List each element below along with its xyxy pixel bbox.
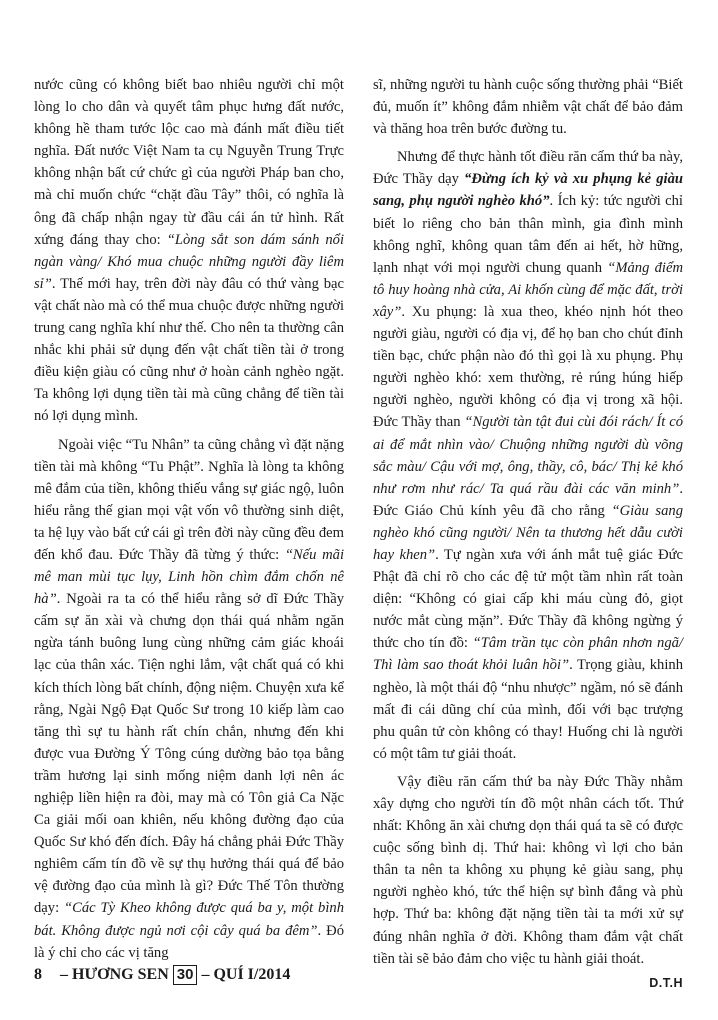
left-column (34, 74, 344, 964)
text-run: . Trọng giàu, khinh nghèo, là một thái độ “nhu nhược” ngầm, nó sẽ đánh mất đi cái dũng chí của mình, đối với bạc trượng phu quân tử còn không có thay! Huống chi là người có một tâm tư giải thoát. (373, 657, 684, 762)
italic-quote: “Người tàn tật đui cùi đói rách/ Ít có ai để mắt nhìn vào/ Chuộng những người dù võng sắc màu/ Cậu với mợ, ông, thầy, cô, bác/ Thị kẻ khó như rơm như rác/ Ta quá rầu đài các văn minh” (373, 414, 683, 497)
text-run: . Ích kỷ: tức người chỉ biết lo riêng cho bản thân mình, gia đình mình không nghĩ, không quan tâm đến ai hết, hờ hững, lạnh nhạt với mọi người chung quanh (373, 193, 683, 276)
text-run: . Ngoài ra ta có thể hiểu rằng sở dĩ Đức Thầy cấm sự ăn xài và chưng dọn thái quá nhằm ngăn ngừa tánh buông lung cùng những cảm giác khoái lạc của thân xác. Tiện nghi lắm, vật chất quá có khi kích thích lòng bất chính, động niệm. Chuyện xưa kể rằng, Ngài Ngộ Đạt Quốc Sư trong 10 kiếp làm cao tăng thì sự tu hành rất chín chắn, nhưng đến khi được vua Đường Ý Tông cúng dường bảo tọa bằng trầm hương lại sinh mống niệm danh lợi nên ác nghiệp liền hiện ra đòi, may mà có Tôn giả Ca Nặc Ca giải mối oan khiên, nếu không đường đạo của Quốc Sư khó đến đích. Đây há chẳng phải Đức Thầy nghiêm cấm tín đồ về sự thụ hưởng thái quá để bảo vệ đường đạo của mình là gì? Đức Thế Tôn thường dạy: (34, 591, 344, 917)
issue-date: – QUÍ I/2014 (201, 966, 291, 983)
text-run: Nhưng để thực hành tốt điều răn cấm thứ ba này, Đức Thầy dạy (373, 149, 683, 188)
page-number: 8 (34, 966, 42, 983)
right-column (373, 74, 683, 994)
text-run: . Đức Giáo Chủ kính yêu đã cho rằng (373, 480, 683, 519)
paragraph (34, 434, 344, 964)
text-run: Ngoài việc “Tu Nhân” ta cũng chẳng vì đặt nặng tiền tài mà không “Tu Phật”. Nghĩa là lòng ta không mê đắm của tiền, không thiếu vắng sự giác ngộ, luôn hiểu rằng thế gian mọi vật vốn vô thường sinh diệt, ta hệ lụy vào bất cứ cái gì trên đời này cũng đều đem đến khổ đau. Đức Thầy đã từng ý thức: (34, 436, 344, 563)
text-run: nước cũng có không biết bao nhiêu người chỉ một lòng lo cho dân và quyết tâm phục hưng đất nước, không hề tham tước lộc cao mà đánh mất điều tiết nghĩa. Đất nước Việt Nam ta cụ Nguyễn Trung Trực không nhận bất cứ chức gì của người Pháp ban cho, mà chỉ muốn chức “chặt đầu Tây” thôi, có nghĩa là ông đã chấp nhận ngay từ đầu cái án tử hình. Rất xứng đáng thay cho: (34, 77, 344, 248)
italic-quote: “Các Tỳ Kheo không được quá ba y, một bình bát. Không được ngủ nơi cội cây quá ba đêm” (34, 900, 344, 939)
text-run: . Thế mới hay, trên đời này đâu có thứ vàng bạc vật chất nào mà có thể mua chuộc được những người trung cang nghĩa khí như thế. Cho nên ta thường cân nhắc khi phải sử dụng đến vật chất tiền tài ở trong điều kiện giàu có cũng như ở hoàn cảnh nghèo ngặt. Ta không lợi dụng tiền tài mà cũng chẳng để tiền tài nó lợi dụng mình. (34, 275, 344, 425)
paragraph (373, 74, 683, 140)
text-run: . Tự ngàn xưa với ánh mắt tuệ giác Đức Phật đã chỉ rõ cho các đệ tử một tầm nhìn rất toàn diện: “Không có giai cấp khi máu cùng đỏ, giọt nước mắt cùng mặn”. Đức Thầy đã không ngừng ý thức cho tín đồ: (373, 546, 684, 652)
italic-quote: “Mảng điểm tô huy hoàng nhà cửa, Ai khốn cùng để mặc đất, trời xây” (373, 259, 683, 320)
text-run: sĩ, những người tu hành cuộc sống thường phải “Biết đủ, muốn ít” không đắm nhiễm vật chất để bảo đảm và thăng hoa trên bước đường tu. (373, 77, 683, 138)
issue-number-box: 30 (173, 965, 198, 985)
italic-quote: “Lòng sắt son dám sánh nổi ngàn vàng/ Khó mua chuộc những người đầy liêm sỉ” (34, 231, 344, 292)
italic-quote: “Tâm trần tục còn phân nhơn ngã/ Thì làm sao thoát khỏi luân hồi” (373, 635, 683, 674)
bold-quote: “Đừng ích kỷ và xu phụng kẻ giàu sang, phụ người nghèo khó” (373, 171, 683, 210)
italic-quote: “Nếu mãi mê man mùi tục lụy, Linh hồn chìm đắm chốn nê hà” (34, 546, 344, 608)
paragraph (373, 146, 683, 765)
author-signature: D.T.H (649, 975, 683, 990)
page-footer (34, 965, 290, 985)
text-run: . Đó là ý chỉ cho các vị tăng (34, 922, 344, 961)
paragraph (34, 74, 344, 428)
text-run: Vậy điều răn cấm thứ ba này Đức Thầy nhằm xây dựng cho người tín đồ một nhân cách tốt. Thứ nhất: Không ăn xài chưng dọn thái quá ta sẽ có được cuộc sống bình dị. Thứ hai: không vì lợi cho bản thân ta nên ta không xu phụng kẻ giàu sang, phụ người nghèo khó, tức thể hiện sự bình đẳng và phù hợp. Thứ ba: không đặt nặng tiền tài ta mới xử sự đúng nhân nghĩa ở đời. Không tham đắm vật chất tiền tài sẽ bảo đảm cho việc tu hành giải thoát. (373, 773, 683, 967)
paragraph (373, 771, 683, 970)
italic-quote: “Giàu sang nghèo khó cũng người/ Nên ta thương hết dẫu cười hay khen” (373, 502, 683, 563)
magazine-name: – HƯƠNG SEN (60, 966, 169, 983)
text-run: . Xu phụng: là xua theo, khéo nịnh hót theo người giàu, người có địa vị, để họ ban cho chút đỉnh tiền bạc, chức phận nào đó thì gọi là xu phụng. Phụ người nghèo khó: xem thường, rẻ rúng húng hiếp người nghèo, người không có địa vị trong xã hội. Đức Thầy than (373, 303, 683, 431)
